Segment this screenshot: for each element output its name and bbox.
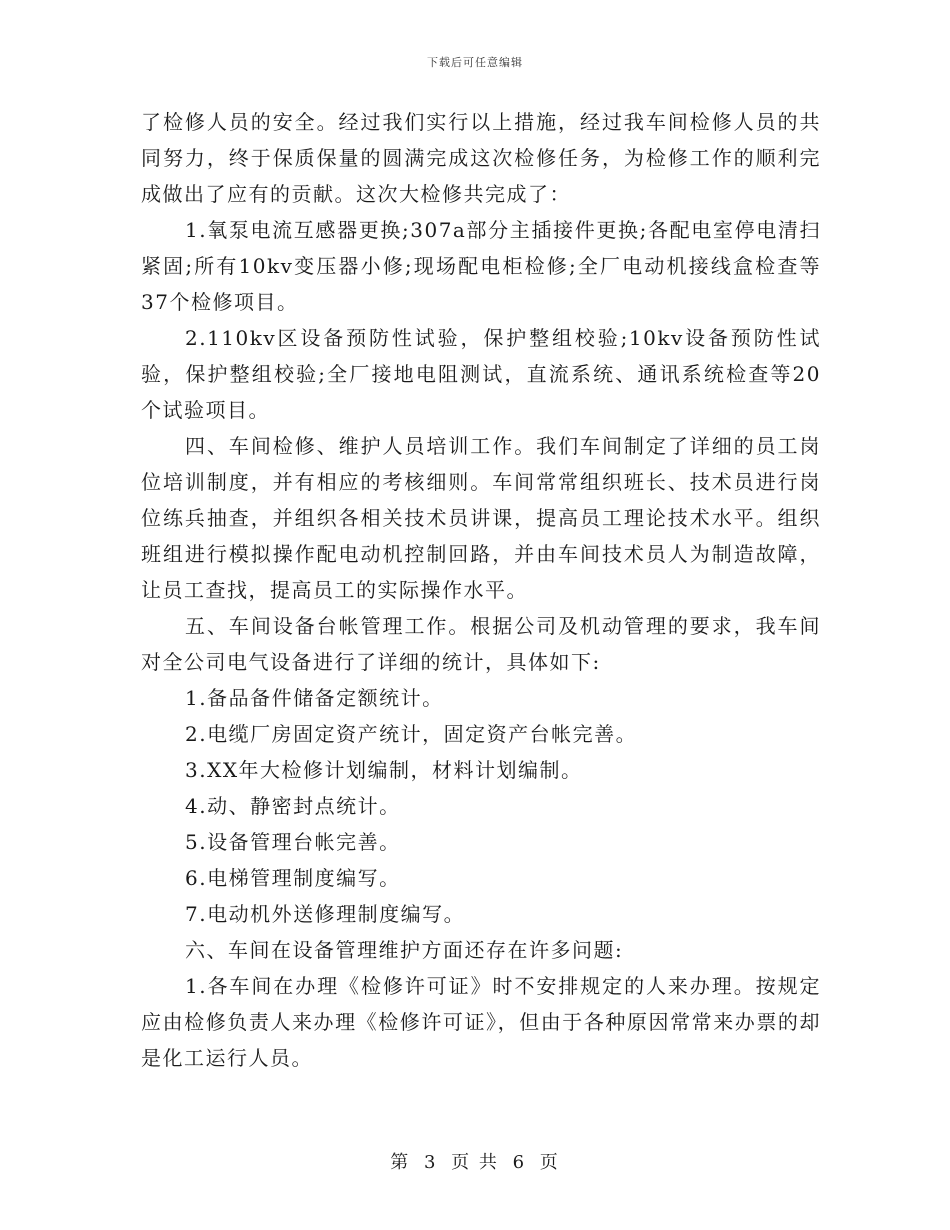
paragraph-section-six: 六、车间在设备管理维护方面还存在许多问题: [185,938,624,962]
footer-prefix: 第 [390,1152,411,1173]
body-text [141,104,821,1076]
paragraph-1: 了检修人员的安全。经过我们实行以上措施，经过我车间检修人员的共同努力，终于保质保量的圆满完成这次检修任务，为检修工作的顺利完成做出了应有的贡献。这次大检修共完成了： [141,110,821,206]
footer-page-number: 3 [423,1152,438,1173]
header-note: 下载后可任意编辑 [427,56,523,69]
list-item-7: 7.电动机外送修理制度编写。 [185,902,466,926]
list-item-3: 3.XX年大检修计划编制，材料计划编制。 [185,758,583,782]
footer-suffix: 页 [539,1152,560,1173]
footer-middle: 页 共 [451,1152,499,1173]
paragraph-issue-1: 1.各车间在办理《检修许可证》时不安排规定的人来办理。按规定应由检修负责人来办理《检修许可证》，但由于各种原因常常来办票的却是化工运行人员。 [141,974,821,1070]
paragraph-5: 五、车间设备台帐管理工作。根据公司及机动管理的要求，我车间对全公司电气设备进行了详细的统计，具体如下: [141,614,821,674]
paragraph-2: 1.氧泵电流互感器更换;307a部分主插接件更换;各配电室停电清扫紧固;所有10kv变压器小修;现场配电柜检修;全厂电动机接线盒检查等37个检修项目。 [141,218,821,314]
page-footer [0,1148,950,1174]
list-item-2: 2.电缆厂房固定资产统计，固定资产台帐完善。 [185,722,638,746]
paragraph-3: 2.110kv区设备预防性试验，保护整组校验;10kv设备预防性试验，保护整组校验;全厂接地电阻测试，直流系统、通讯系统检查等20个试验项目。 [141,326,821,422]
footer-total-pages: 6 [512,1152,527,1173]
list-item-1: 1.备品备件储备定额统计。 [185,686,444,710]
list-item-4: 4.动、静密封点统计。 [185,794,401,818]
paragraph-4: 四、车间检修、维护人员培训工作。我们车间制定了详细的员工岗位培训制度，并有相应的考核细则。车间常常组织班长、技术员进行岗位练兵抽查，并组织各相关技术员讲课，提高员工理论技术水平。组织班组进行模拟操作配电动机控制回路，并由车间技术员人为制造故障，让员工查找，提高员工的实际操作水平。 [141,434,821,602]
list-item-6: 6.电梯管理制度编写。 [185,866,401,890]
list-item-5: 5.设备管理台帐完善。 [185,830,401,854]
